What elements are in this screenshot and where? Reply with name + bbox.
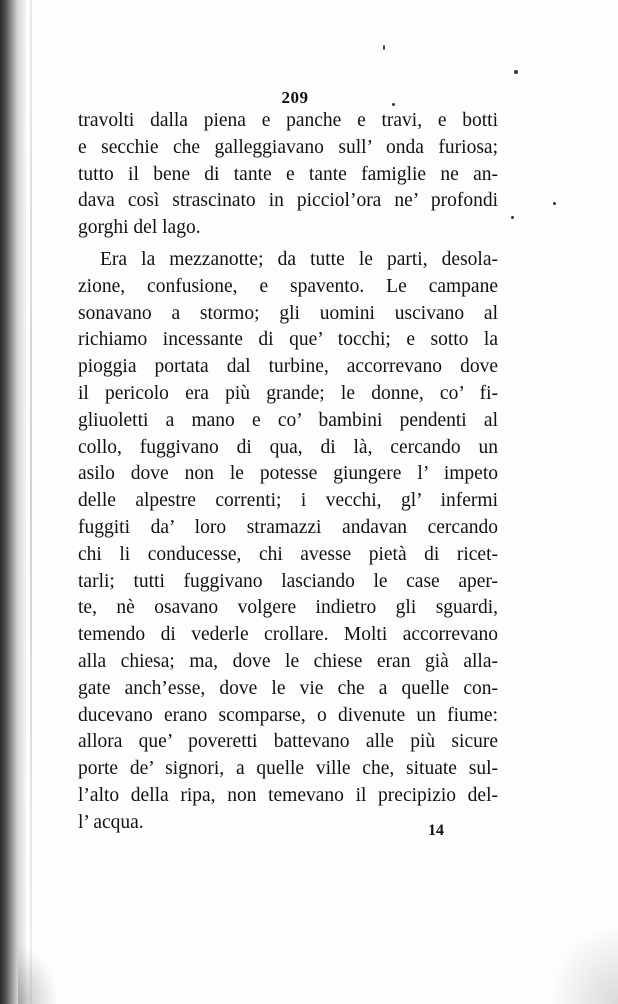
text-line: dava così strascinato in picciol’ora ne’ profondi bbox=[78, 190, 498, 212]
text-line: ducevano erano scomparse, o divenute un fiume: bbox=[78, 704, 498, 726]
text-line: porte de’ signori, a quelle ville che, situate sul- bbox=[78, 758, 498, 780]
page-corner-shadow bbox=[548, 924, 618, 1004]
text-line: sonavano a stormo; gli uomini uscivano al bbox=[78, 302, 498, 324]
text-line: gate anch’esse, dove le vie che a quelle con- bbox=[78, 677, 498, 699]
text-line: temendo di vederle crollare. Molti accorrevano bbox=[78, 624, 498, 646]
ink-speck bbox=[514, 70, 518, 74]
text-line: chi li conducesse, chi avesse pietà di ricet- bbox=[78, 543, 498, 565]
page-edge-shadow bbox=[18, 944, 58, 1004]
text-line: travolti dalla piena e panche e travi, e botti bbox=[78, 110, 498, 131]
page-body-text bbox=[78, 108, 498, 837]
text-line: gorghi del lago. bbox=[78, 217, 201, 239]
text-line: collo, fuggivano di qua, di là, cercando un bbox=[78, 436, 498, 458]
text-line: allora que’ poveretti battevano alle più sicure bbox=[78, 731, 498, 753]
text-line: richiamo incessante di que’ tocchi; e sotto la bbox=[78, 329, 498, 351]
text-line: alla chiesa; ma, dove le chiese eran già alla- bbox=[78, 650, 498, 672]
text-line: asilo dove non le potesse giungere l’ impeto bbox=[78, 463, 498, 485]
text-line: l’ acqua. bbox=[78, 811, 144, 833]
text-line: e secchie che galleggiavano sull’ onda furiosa; bbox=[78, 136, 498, 158]
ink-speck bbox=[392, 103, 395, 106]
ink-speck bbox=[553, 202, 556, 205]
text-line: gliuoletti a mano e co’ bambini pendenti al bbox=[78, 409, 498, 431]
book-spine-shadow bbox=[0, 0, 26, 1004]
text-line: te, nè osavano volgere indietro gli sguardi, bbox=[78, 597, 498, 619]
ink-speck bbox=[383, 45, 385, 50]
text-line: pioggia portata dal turbine, accorrevano dove bbox=[78, 356, 498, 378]
page-number: 209 bbox=[281, 88, 309, 107]
text-line: fuggiti da’ loro stramazzi andavan cercando bbox=[78, 516, 498, 538]
text-line: il pericolo era più grande; le donne, co’ fi- bbox=[78, 382, 498, 404]
signature-mark: 14 bbox=[428, 822, 444, 839]
text-line: delle alpestre correnti; i vecchi, gl’ infermi bbox=[78, 490, 498, 512]
text-line: Era la mezzanotte; da tutte le parti, desola- bbox=[100, 248, 498, 270]
gutter-line bbox=[30, 0, 32, 1004]
text-line: tarli; tutti fuggivano lasciando le case aper- bbox=[78, 570, 498, 592]
text-line: zione, confusione, e spavento. Le campane bbox=[78, 275, 498, 297]
text-line: tutto il bene di tante e tante famiglie ne an- bbox=[78, 163, 498, 185]
ink-speck bbox=[511, 216, 514, 219]
text-line: l’alto della ripa, non temevano il precipizio del- bbox=[78, 784, 498, 806]
